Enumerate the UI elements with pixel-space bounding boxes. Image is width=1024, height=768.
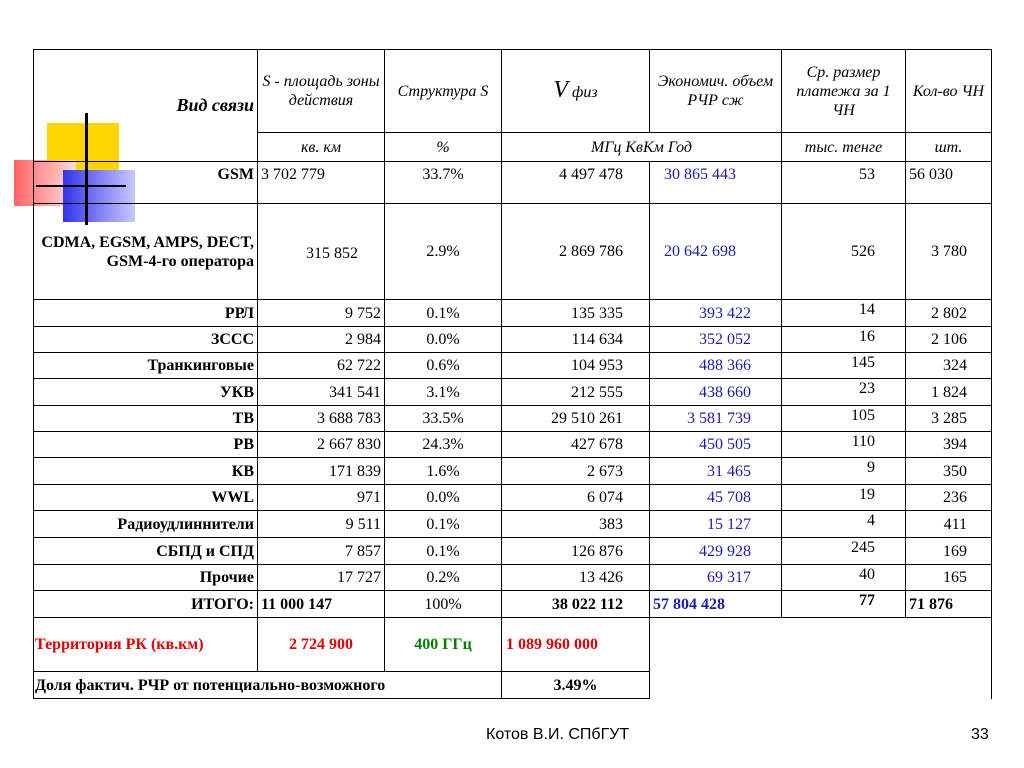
cell-vfiz: 4 497 478: [502, 162, 650, 204]
cell-vfiz: 114 634: [502, 327, 650, 353]
cell-avg-payment: 9: [782, 458, 906, 485]
row-label: КВ: [34, 458, 258, 485]
unit-count: шт.: [906, 133, 992, 162]
row-label: ЗССС: [34, 327, 258, 353]
table-row: [34, 379, 992, 406]
cell-vfiz: 13 426: [502, 565, 650, 591]
header-avg-payment: Ср. размер платежа за 1 ЧН: [782, 50, 906, 133]
row-label: СБПД и СПД: [34, 538, 258, 565]
row-label: GSM: [34, 162, 258, 204]
cell-vfiz: 126 876: [502, 538, 650, 565]
cell-area: 2 667 830: [258, 432, 385, 458]
table-row: [34, 162, 992, 204]
cell-count: 324: [906, 353, 992, 379]
cell-structure: 0.1%: [385, 511, 502, 538]
cell-vfiz: 135 335: [502, 300, 650, 327]
total-label: ИТОГО:: [34, 591, 258, 618]
cell-count: 3 780: [906, 204, 992, 300]
cell-count: 236: [906, 485, 992, 511]
cell-count: 394: [906, 432, 992, 458]
cell-count: 169: [906, 538, 992, 565]
cell-area: 7 857: [258, 538, 385, 565]
cell-vfiz: 6 074: [502, 485, 650, 511]
cell-area: 9 511: [258, 511, 385, 538]
row-label: Транкинговые: [34, 353, 258, 379]
cell-structure: 0.0%: [385, 485, 502, 511]
cell-structure: 0.0%: [385, 327, 502, 353]
cell-avg-payment: 40: [782, 565, 906, 591]
total-area: 11 000 147: [258, 591, 385, 618]
table-row: [34, 565, 992, 591]
cell-vfiz: 427 678: [502, 432, 650, 458]
total-econ-volume: 57 804 428: [650, 591, 782, 618]
territory-label: Территория РК (кв.км): [34, 618, 258, 672]
cell-econ-volume: 438 660: [650, 379, 782, 406]
cell-econ-volume: 30 865 443: [650, 162, 782, 204]
table-row: [34, 538, 992, 565]
cell-econ-volume: 352 052: [650, 327, 782, 353]
cell-avg-payment: 53: [782, 162, 906, 204]
territory-row: [34, 618, 992, 672]
cell-structure: 0.1%: [385, 538, 502, 565]
cell-structure: 2.9%: [385, 204, 502, 300]
cell-count: 350: [906, 458, 992, 485]
table-row: [34, 327, 992, 353]
cell-vfiz: 212 555: [502, 379, 650, 406]
table-row: [34, 485, 992, 511]
cell-structure: 1.6%: [385, 458, 502, 485]
cell-econ-volume: 15 127: [650, 511, 782, 538]
header-vid-svyazi: Вид связи: [34, 50, 258, 162]
cell-area: 62 722: [258, 353, 385, 379]
unit-v-econ: МГц КвКм Год: [502, 133, 782, 162]
cell-structure: 3.1%: [385, 379, 502, 406]
header-structure: Структура S: [385, 50, 502, 133]
cell-vfiz: 104 953: [502, 353, 650, 379]
cell-vfiz: 383: [502, 511, 650, 538]
spectrum-table: [33, 49, 992, 699]
cell-vfiz: 2 869 786: [502, 204, 650, 300]
total-row: [34, 591, 992, 618]
blank-area: [650, 618, 992, 699]
table-row: [34, 511, 992, 538]
territory-area: 2 724 900: [258, 618, 385, 672]
cell-count: 165: [906, 565, 992, 591]
cell-area: 3 688 783: [258, 406, 385, 432]
cell-vfiz: 29 510 261: [502, 406, 650, 432]
header-vfiz-sub: физ: [572, 83, 598, 101]
table-row: [34, 432, 992, 458]
cell-econ-volume: 429 928: [650, 538, 782, 565]
cell-area: 3 702 779: [258, 162, 385, 204]
header-vfiz: [502, 50, 650, 133]
table-row: [34, 406, 992, 432]
cell-area: 341 541: [258, 379, 385, 406]
cell-avg-payment: 19: [782, 485, 906, 511]
cell-count: 411: [906, 511, 992, 538]
unit-structure: %: [385, 133, 502, 162]
header-econ-volume: Экономич. объем РЧР сж: [650, 50, 782, 133]
cell-avg-payment: 16: [782, 327, 906, 353]
cell-area: 2 984: [258, 327, 385, 353]
cell-structure: 33.7%: [385, 162, 502, 204]
share-label: Доля фактич. РЧР от потенциально-возможного: [34, 672, 502, 699]
table-row: [34, 458, 992, 485]
cell-structure: 0.1%: [385, 300, 502, 327]
territory-volume: 1 089 960 000: [502, 618, 650, 672]
cell-econ-volume: 45 708: [650, 485, 782, 511]
cell-count: 1 824: [906, 379, 992, 406]
cell-avg-payment: 23: [782, 379, 906, 406]
cell-avg-payment: 14: [782, 300, 906, 327]
cell-area: 171 839: [258, 458, 385, 485]
cell-econ-volume: 488 366: [650, 353, 782, 379]
total-count: 71 876: [906, 591, 992, 618]
cell-avg-payment: 526: [782, 204, 906, 300]
row-label: WWL: [34, 485, 258, 511]
unit-payment: тыс. тенге: [782, 133, 906, 162]
cell-avg-payment: 4: [782, 511, 906, 538]
row-label: Прочие: [34, 565, 258, 591]
row-label: РРЛ: [34, 300, 258, 327]
header-vfiz-main: V: [553, 76, 569, 103]
cell-count: 2 106: [906, 327, 992, 353]
unit-area: кв. км: [258, 133, 385, 162]
cell-structure: 24.3%: [385, 432, 502, 458]
table-row: [34, 204, 992, 300]
row-label: CDMA, EGSM, AMPS, DECT, GSM-4-го оператора: [34, 204, 258, 300]
cell-econ-volume: 3 581 739: [650, 406, 782, 432]
cell-count: 3 285: [906, 406, 992, 432]
cell-econ-volume: 450 505: [650, 432, 782, 458]
cell-structure: 0.2%: [385, 565, 502, 591]
cell-structure: 0.6%: [385, 353, 502, 379]
cell-econ-volume: 20 642 698: [650, 204, 782, 300]
cell-structure: 33.5%: [385, 406, 502, 432]
cell-area: 315 852: [258, 204, 385, 300]
cell-avg-payment: 245: [782, 538, 906, 565]
header-area: S - площадь зоны действия: [258, 50, 385, 133]
cell-econ-volume: 69 317: [650, 565, 782, 591]
header-count: Кол-во ЧН: [906, 50, 992, 133]
cell-area: 9 752: [258, 300, 385, 327]
row-label: РВ: [34, 432, 258, 458]
total-vfiz: 38 022 112: [502, 591, 650, 618]
cell-vfiz: 2 673: [502, 458, 650, 485]
cell-area: 971: [258, 485, 385, 511]
cell-avg-payment: 110: [782, 432, 906, 458]
total-structure: 100%: [385, 591, 502, 618]
row-label: УКВ: [34, 379, 258, 406]
territory-frequency: 400 ГГц: [385, 618, 502, 672]
row-label: ТВ: [34, 406, 258, 432]
cell-avg-payment: 145: [782, 353, 906, 379]
total-avg-payment: 77: [782, 591, 906, 618]
table-row: [34, 300, 992, 327]
footer-author: Котов В.И. СПбГУТ: [486, 726, 630, 743]
cell-area: 17 727: [258, 565, 385, 591]
cell-econ-volume: 393 422: [650, 300, 782, 327]
row-label: Радиоудлиннители: [34, 511, 258, 538]
cell-avg-payment: 105: [782, 406, 906, 432]
cell-count: 56 030: [906, 162, 992, 204]
cell-econ-volume: 31 465: [650, 458, 782, 485]
cell-count: 2 802: [906, 300, 992, 327]
footer-page-number: 33: [971, 726, 989, 743]
share-value: 3.49%: [502, 672, 650, 699]
table-row: [34, 353, 992, 379]
